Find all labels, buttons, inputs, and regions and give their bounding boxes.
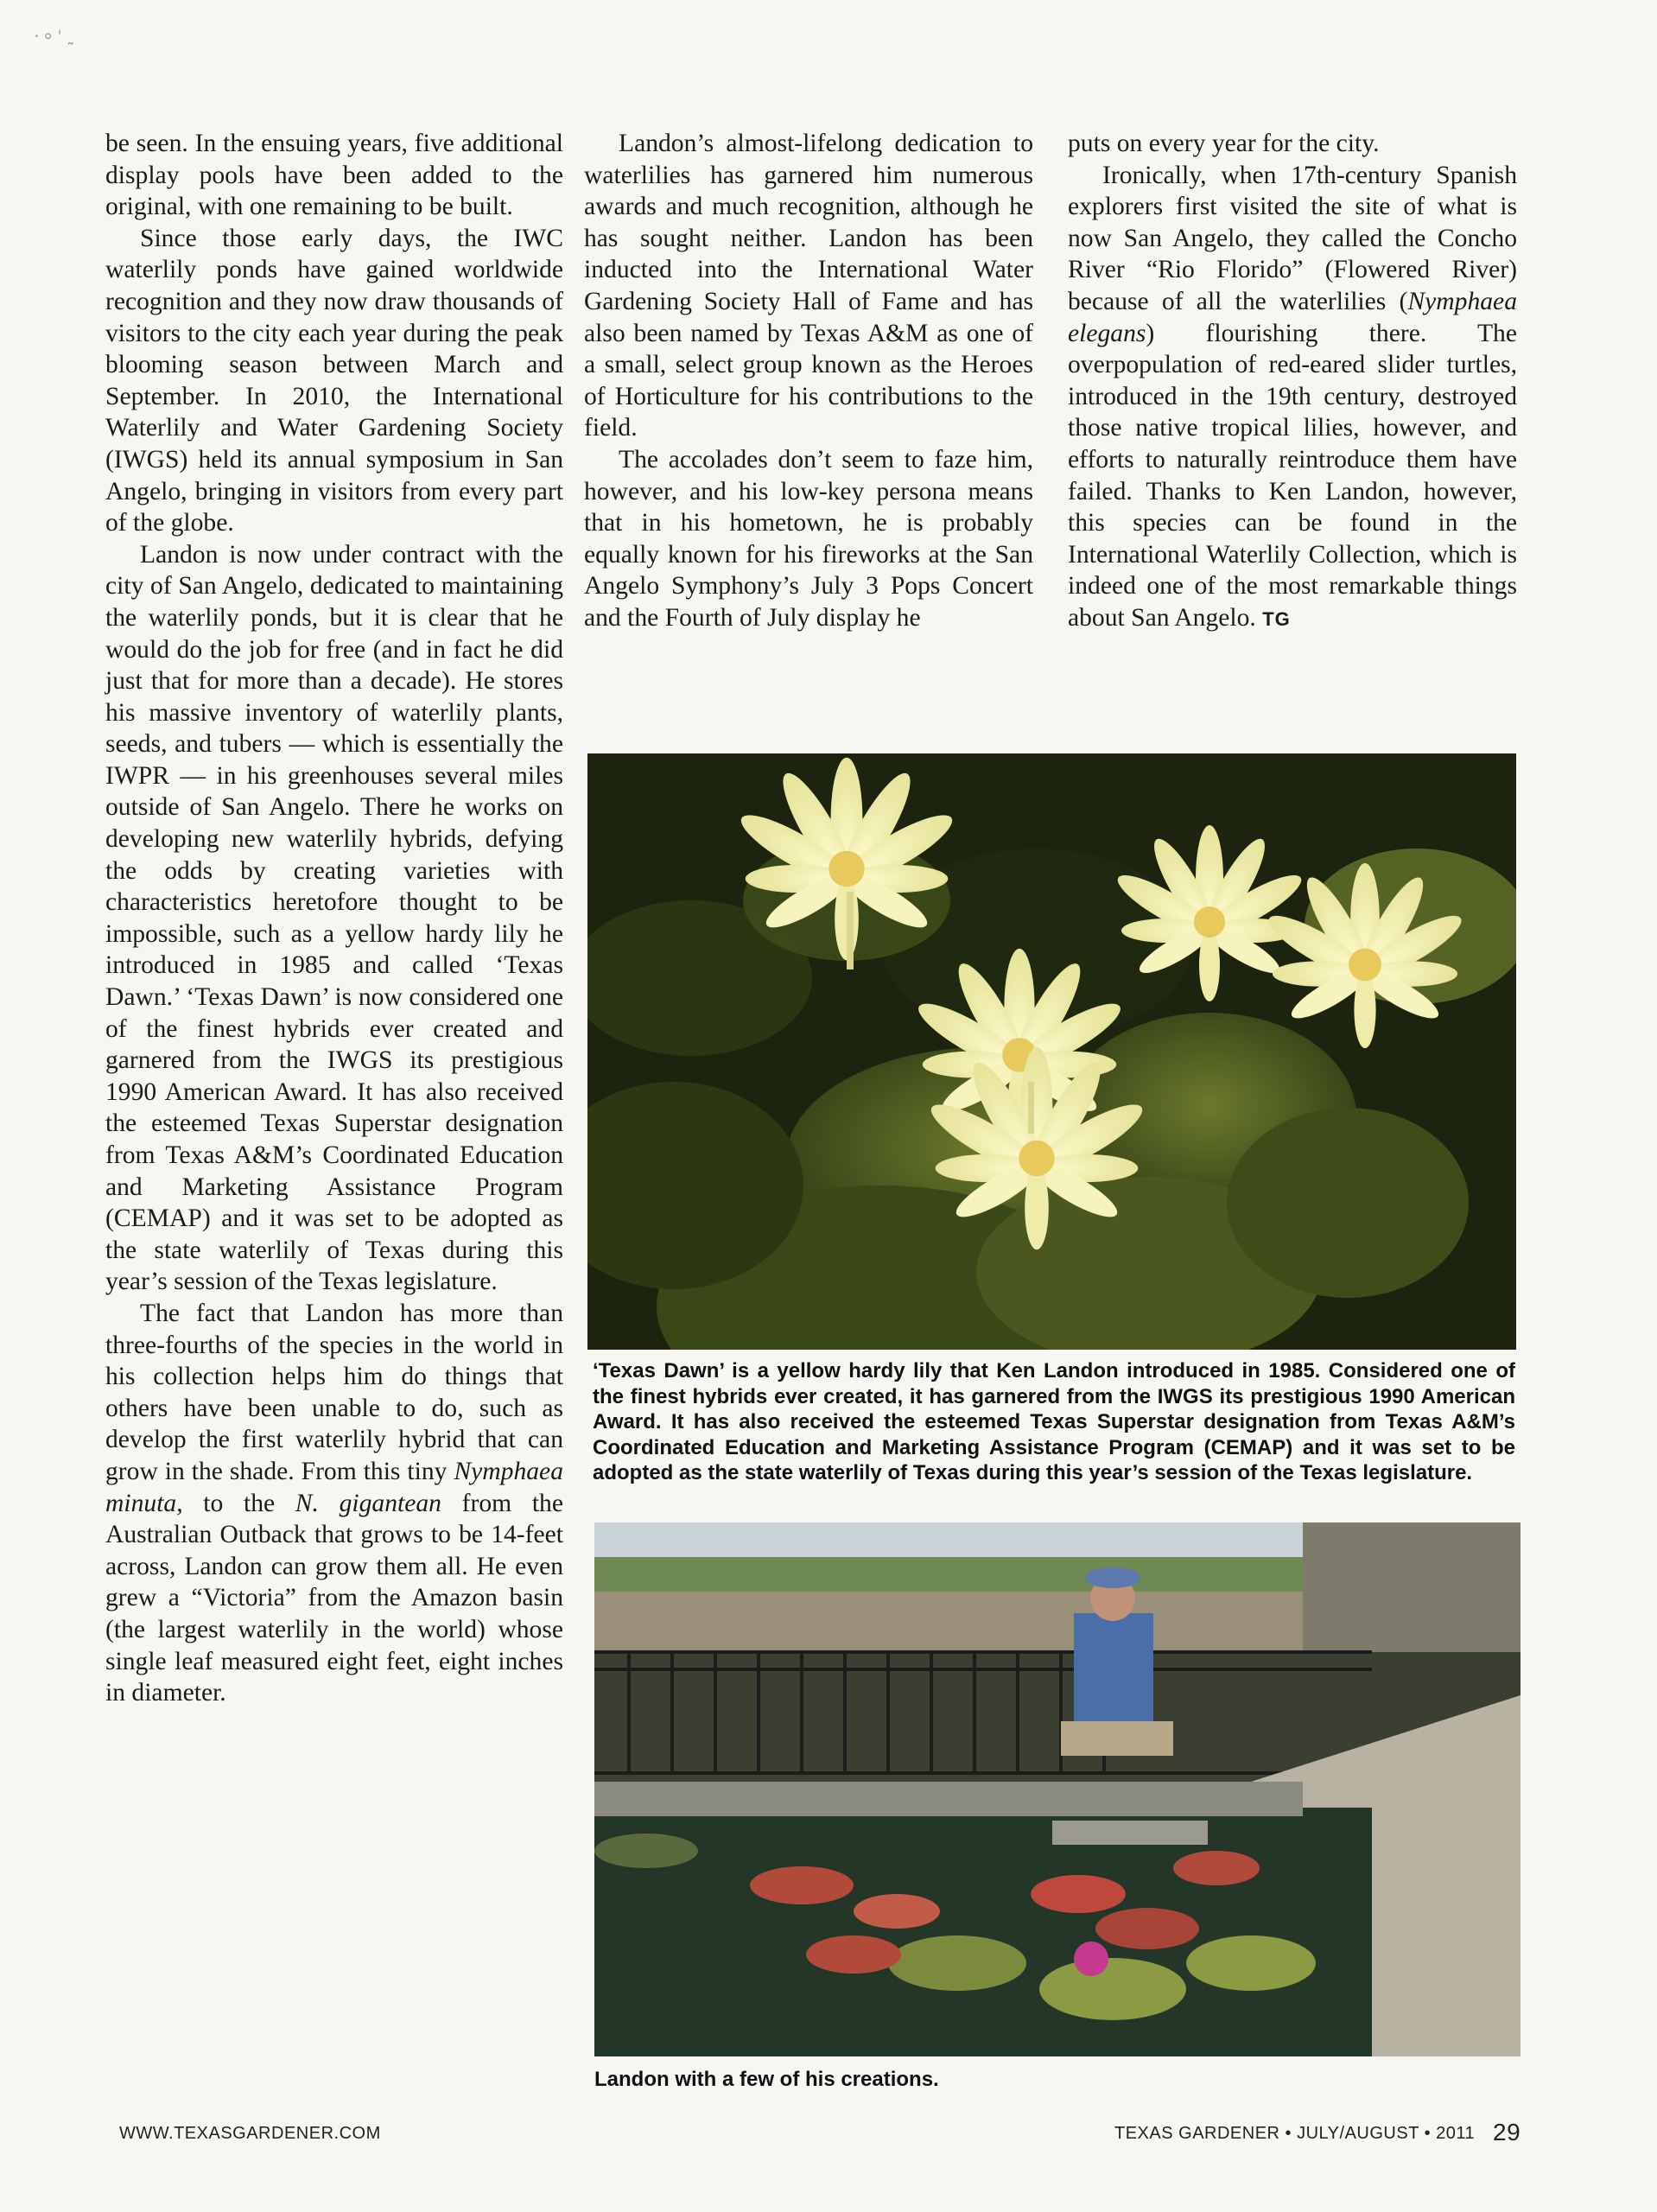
photo-caption: ‘Texas Dawn’ is a yellow hardy lily that Ken Landon introduced in 1985. Considered one of the finest hybrids ever created, it has garnered from the IWGS its prestigious 1990 American Award. It has also received the esteemed Texas Superstar designation from Texas A&M’s Coordinated Education and Marketing Assistance Program (CEMAP) and it was set to be adopted as the state waterlily of Texas during this year’s session of the Texas legislature. <box>593 1359 1515 1484</box>
species-name: Nymphaea elegans <box>1068 287 1517 347</box>
paragraph: Ironically, when 17th-century Spanish explorers first visited the site of what is now San Angelo, they called the Concho River “Rio Florido” (Flowered River) because of all the waterlilies (Nymphaea elegans) flourishing there. The overpopulation of red-eared slider turtles, introduced in the 19th century, destroyed those native tropical lilies, however, and efforts to naturally reintroduce them have failed. Thanks to Ken Landon, however, this species can be found in the International Waterlily Collection, which is indeed one of the most remarkable things about San Angelo. TG <box>1068 161 1517 632</box>
species-name: Nymphaea minuta, <box>105 1457 563 1517</box>
paragraph: Landon is now under contract with the city of San Angelo, dedicated to maintaining the waterlily ponds, but it is clear that he would do the job for free (and in fact he did just that for more than a decade). He stores his massive inventory of waterlily plants, seeds, and tubers — which is essentially the IWPR — in his greenhouses several miles outside of San Angelo. There he works on developing new waterlily hybrids, defying the odds by creating varieties with characteristics heretofore thought to be impossible, such as a yellow hardy lily he introduced in 1985 and called ‘Texas Dawn.’ ‘Texas Dawn’ is now considered one of the finest hybrids ever created and garnered from the IWGS its prestigious 1990 American Award. It has also received the esteemed Texas Superstar designation from Texas A&M’s Coordinated Education and Marketing Assistance Program (CEMAP) and it was set to be adopted as the state waterlily of Texas during this year’s session of the Texas legislature. <box>105 540 563 1296</box>
species-name: N. gigantean <box>295 1489 441 1517</box>
paragraph: Since those early days, the IWC waterlily ponds have gained worldwide recognition and they now draw thousands of visitors to the city each year during the peak blooming season between March and September. In 2010, the International Waterlily and Water Gardening Society (IWGS) held its annual symposium in San Angelo, bringing in visitors from every part of the globe. <box>105 224 563 537</box>
article-column-1 <box>105 128 563 1709</box>
article-column-3 <box>1068 128 1517 636</box>
signoff: TG <box>1262 607 1291 630</box>
photo-caption: Landon with a few of his creations. <box>594 2068 939 2091</box>
paragraph: The accolades don’t seem to faze him, however, and his low-key persona means that in his hometown, he is probably equally known for his fireworks at the San Angelo Symphony’s July 3 Pops Concert and the Fourth of July display he <box>584 445 1033 632</box>
page-number: 29 <box>1493 2119 1521 2145</box>
article-column-2 <box>584 128 1033 634</box>
paragraph: be seen. In the ensuing years, five additional display pools have been added to the original, with one remaining to be built. <box>105 130 563 221</box>
texas-dawn-lily-photo <box>587 753 1516 1350</box>
paragraph: puts on every year for the city. <box>1068 130 1380 157</box>
paragraph: Landon’s almost-lifelong dedication to waterlilies has garnered him numerous awards and much recognition, although he has sought neither. Landon has been inducted into the International Water Gardening Society Hall of Fame and has also been named by Texas A&M as one of a small, select group known as the Heroes of Horticulture for his contributions to the field. <box>584 130 1033 442</box>
paragraph: The fact that Landon has more than three-fourths of the species in the world in his collection helps him do things that others have been unable to do, such as develop the first waterlily hybrid that can grow in the shade. From this tiny Nymphaea minuta, to the N. gigantean from the Australian Outback that grows to be 14-feet across, Landon can grow them all. He even grew a “Victoria” from the Amazon basin (the largest waterlily in the world) whose single leaf measured eight feet, eight inches in diameter. <box>105 1299 563 1707</box>
footer-publication: TEXAS GARDENER • JULY/AUGUST • 2011 <box>1114 2124 1476 2143</box>
footer-website: WWW.TEXASGARDENER.COM <box>119 2124 381 2143</box>
landon-pond-photo <box>594 1522 1521 2056</box>
scan-artifact: ⸱ ⸰ ˈ ˷ <box>35 28 75 46</box>
